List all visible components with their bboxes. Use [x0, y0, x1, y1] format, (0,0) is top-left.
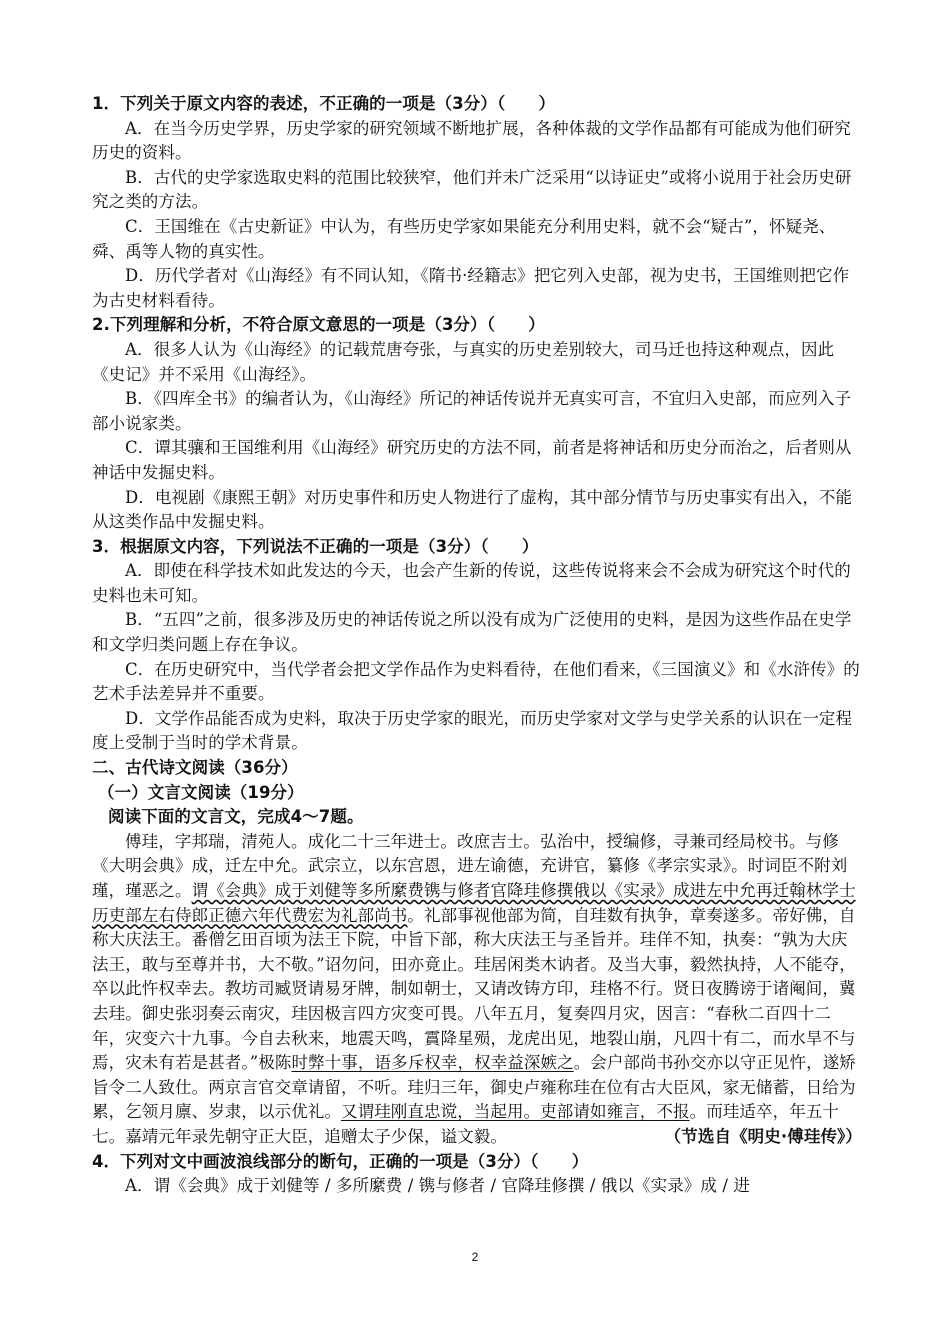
- page-content: [92, 92, 862, 1199]
- question-2-option-d: D．电视剧《康熙王朝》对历史事件和历史人物进行了虚构，其中部分情节与历史事实有出入，不能从这类作品中发掘史料。: [92, 487, 853, 532]
- question-2-option-b: B．《四库全书》的编者认为，《山海经》所记的神话传说并无真实可言，不宜归入史部，而应列入子部小说家类。: [92, 389, 852, 433]
- underlined-sentence-1: 时弊十事，语多斥权幸，权幸益深嫉之: [291, 1053, 574, 1073]
- question-3-option-d: D．文学作品能否成为史料，取决于历史学家的眼光，而历史学家对文学与史学关系的认识在一定程度上受制于当时的学术背景。: [92, 708, 853, 753]
- question-2-option-c: C．谭其骧和王国维利用《山海经》研究历史的方法不同，前者是将神话和历史分而治之，后者则从神话中发掘史料。: [92, 438, 852, 482]
- subsection-heading: （一）文言文阅读（19分）: [98, 782, 304, 802]
- passage-text-3: 。会户部尚书孙交亦以守正见忤，遂矫旨令二人致仕。两京言官交章请留，不听。珪归三年，御史卢雍称珪在位有古大臣风，家无储蓄，日给为累，乞领月廪、岁隶，以示优礼。: [92, 1053, 856, 1122]
- underlined-sentence-2: 又谓珪刚直忠谠，当起用。吏部请如雍言，不报: [341, 1102, 690, 1122]
- question-1-option-d: D．历代学者对《山海经》有不同认知，《隋书·经籍志》把它列入史部，视为史书，王国维则把它作为古史材料看待。: [92, 266, 850, 310]
- wavy-underlined-text: 谓《会典》成于刘健等多所縻费镌与修者官降珪修撰俄以《实录》成进左中允再迁翰林学士历吏部左右侍郎正德六年代费宏为礼部尚书: [92, 881, 856, 925]
- question-2-option-a: A．很多人认为《山海经》的记载荒唐夸张，与真实的历史差别较大，司马迁也持这种观点，因此《史记》并不采用《山海经》。: [92, 339, 835, 384]
- passage-text-4: 。而珪适卒，年五十七。嘉靖元年录先朝守正大臣，追赠太子少保，谥文毅。: [92, 1102, 840, 1146]
- question-3-stem: 3．根据原文内容，下列说法不正确的一项是（3分）（ ）: [92, 536, 539, 556]
- classical-passage: [92, 830, 862, 1150]
- page-number: 2: [471, 1250, 479, 1264]
- passage-text-1: 傅珪，字邦瑞，清苑人。成化二十三年进士。改庶吉士。弘治中，授编修，寻兼司经局校书。与修《大明会典》成，迁左中允。武宗立，以东宫恩，进左谕德，充讲官，纂修《孝宗实录》。时词臣不附刘瑾，瑾恶之。: [92, 831, 848, 900]
- passage-source: （节选自《明史·傅珪传》）: [664, 1126, 862, 1146]
- question-4-option-a: A．谓《会典》成于刘健等 / 多所縻费 / 镌与修者 / 官降珪修撰 / 俄以《实录》成 / 进: [125, 1176, 750, 1196]
- question-3-option-b: B．“五四”之前，很多涉及历史的神话传说之所以没有成为广泛使用的史料，是因为这些作品在史学和文学归类问题上存在争议。: [92, 610, 852, 655]
- question-3-option-c: C．在历史研究中，当代学者会把文学作品作为史料看待，在他们看来，《三国演义》和《水浒传》的艺术手法差异并不重要。: [92, 659, 860, 704]
- question-2-stem: 2.下列理解和分析，不符合原文意思的一项是（3分）（ ）: [92, 315, 545, 335]
- section-heading: 二、古代诗文阅读（36分）: [92, 758, 298, 778]
- question-1-option-c: C．王国维在《古史新证》中认为，有些历史学家如果能充分利用史料，就不会“疑古”，怀疑尧、舜、禹等人物的真实性。: [92, 216, 836, 261]
- question-1-option-b: B．古代的史学家选取史料的范围比较狭窄，他们并未广泛采用“以诗证史”或将小说用于社会历史研究之类的方法。: [92, 167, 852, 212]
- question-1-stem: 1．下列关于原文内容的表述，不正确的一项是（3分）（ ）: [92, 94, 556, 113]
- passage-text-2: 。礼部事视他部为简，自珪数有执争，章奏遂多。帝好佛，自称大庆法王。番僧乞田百顷为法王下院，中旨下部，称大庆法王与圣旨并。珪佯不知，执奏：“孰为大庆法王，敢与至尊并书，大不敬。”诏勿问，田亦竟止。珪居闲类木讷者。及当大事，毅然执持，人不能夺，卒以此忤权幸去。教坊司臧贤请易牙牌，制如朝士，又请改铸方印，珪格不行。贤日夜腾谤于诸阉间，冀去珪。御史张羽奏云南灾，珪因极言四方灾变可畏。八年五月，复奏四月灾，因言：“春秋二百四十二年，灾变六十九事。今自去秋来，地震天鸣，霣降星殒，龙虎出见，地裂山崩，凡四十有二，而水旱不与焉，灾未有若是甚者。”极陈: [92, 905, 856, 1073]
- reading-instruction: 阅读下面的文言文，完成4～7题。: [108, 807, 364, 827]
- question-4-stem: 4．下列对文中画波浪线部分的断句，正确的一项是（3分）（ ）: [92, 1151, 589, 1171]
- question-1-option-a: A．在当今历史学界，历史学家的研究领域不断地扩展，各种体裁的文学作品都有可能成为他们研究历史的资料。: [92, 118, 851, 163]
- question-3-option-a: A．即使在科学技术如此发达的今天，也会产生新的传说，这些传说将来会不会成为研究这个时代的史料也未可知。: [92, 561, 851, 605]
